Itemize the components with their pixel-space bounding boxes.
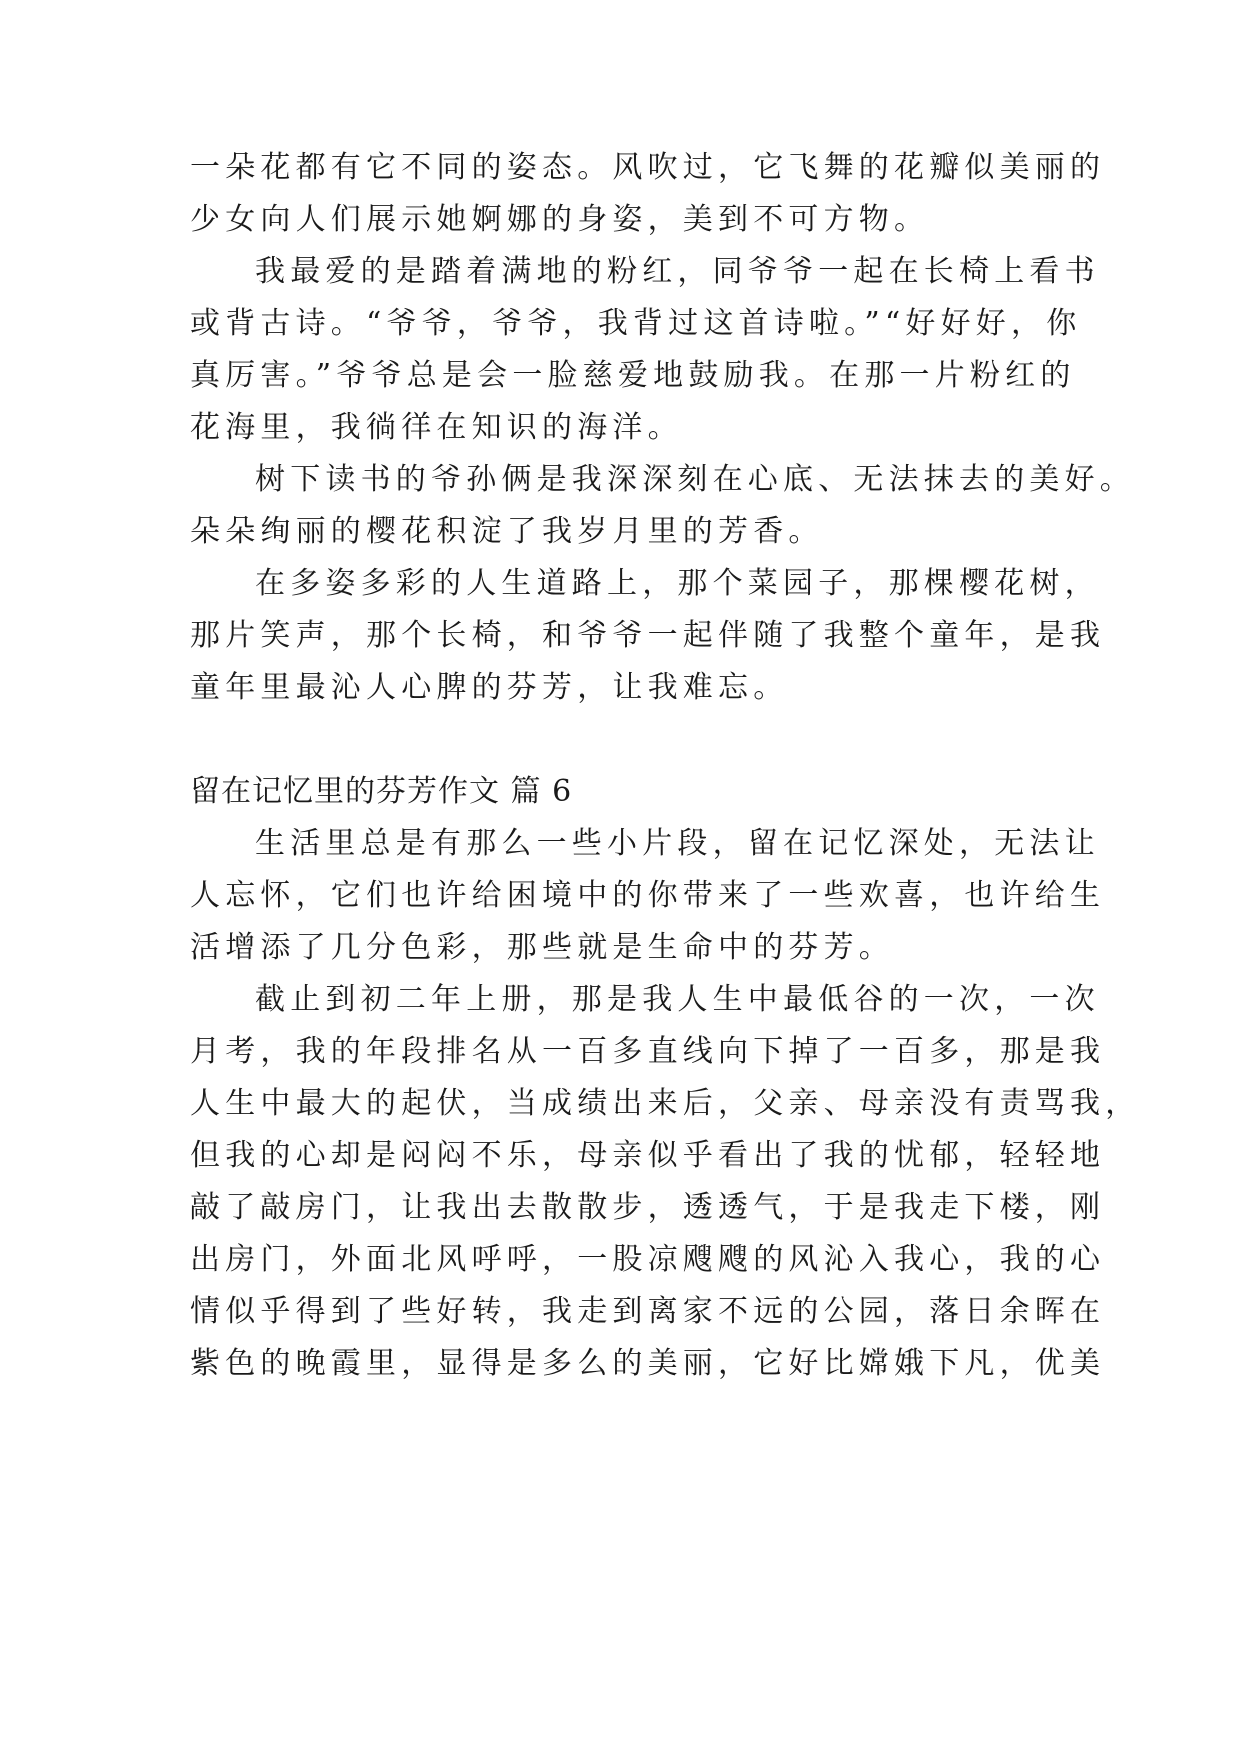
- paragraph-line: 紫色的晚霞里，显得是多么的美丽，它好比嫦娥下凡，优美: [190, 1346, 1106, 1381]
- paragraph-line: 人忘怀，它们也许给困境中的你带来了一些欢喜，也许给生: [190, 878, 1106, 913]
- paragraph-line: 在多姿多彩的人生道路上，那个菜园子，那棵樱花树，: [255, 566, 1100, 601]
- paragraph-line: 树下读书的爷孙俩是我深深刻在心底、无法抹去的美好。: [255, 462, 1135, 497]
- paragraph-line: 活增添了几分色彩，那些就是生命中的芬芳。: [190, 930, 894, 965]
- paragraph-line: 截止到初二年上册，那是我人生中最低谷的一次，一次: [255, 982, 1100, 1017]
- paragraph-line: 那片笑声，那个长椅，和爷爷一起伴随了我整个童年，是我: [190, 618, 1106, 653]
- paragraph-line: 我最爱的是踏着满地的粉红，同爷爷一起在长椅上看书: [255, 254, 1100, 289]
- paragraph-line: 但我的心却是闷闷不乐，母亲似乎看出了我的忧郁，轻轻地: [190, 1138, 1106, 1173]
- paragraph-line: 朵朵绚丽的樱花积淀了我岁月里的芳香。: [190, 514, 824, 549]
- paragraph-line: 或背古诗。“爷爷，爷爷，我背过这首诗啦。”“好好好，你: [190, 306, 1082, 341]
- paragraph-line: 生活里总是有那么一些小片段，留在记忆深处，无法让: [255, 826, 1100, 861]
- paragraph-line: 少女向人们展示她婀娜的身姿，美到不可方物。: [190, 202, 930, 237]
- paragraph-line: 出房门，外面北风呼呼，一股凉飕飕的风沁入我心，我的心: [190, 1242, 1106, 1277]
- paragraph-line: 花海里，我徜徉在知识的海洋。: [190, 410, 683, 445]
- paragraph-line: 月考，我的年段排名从一百多直线向下掉了一百多，那是我: [190, 1034, 1106, 1069]
- paragraph-line: 一朵花都有它不同的姿态。风吹过，它飞舞的花瓣似美丽的: [190, 150, 1106, 185]
- section-heading: 留在记忆里的芬芳作文 篇 6: [190, 774, 573, 809]
- paragraph-line: 童年里最沁人心脾的芬芳，让我难忘。: [190, 670, 789, 705]
- paragraph-line: 情似乎得到了些好转，我走到离家不远的公园，落日余晖在: [190, 1294, 1106, 1329]
- paragraph-line: 真厉害。”爷爷总是会一脸慈爱地鼓励我。在那一片粉红的: [190, 358, 1076, 393]
- paragraph-line: 敲了敲房门，让我出去散散步，透透气，于是我走下楼，刚: [190, 1190, 1106, 1225]
- paragraph-line: 人生中最大的起伏，当成绩出来后，父亲、母亲没有责骂我，: [190, 1086, 1141, 1121]
